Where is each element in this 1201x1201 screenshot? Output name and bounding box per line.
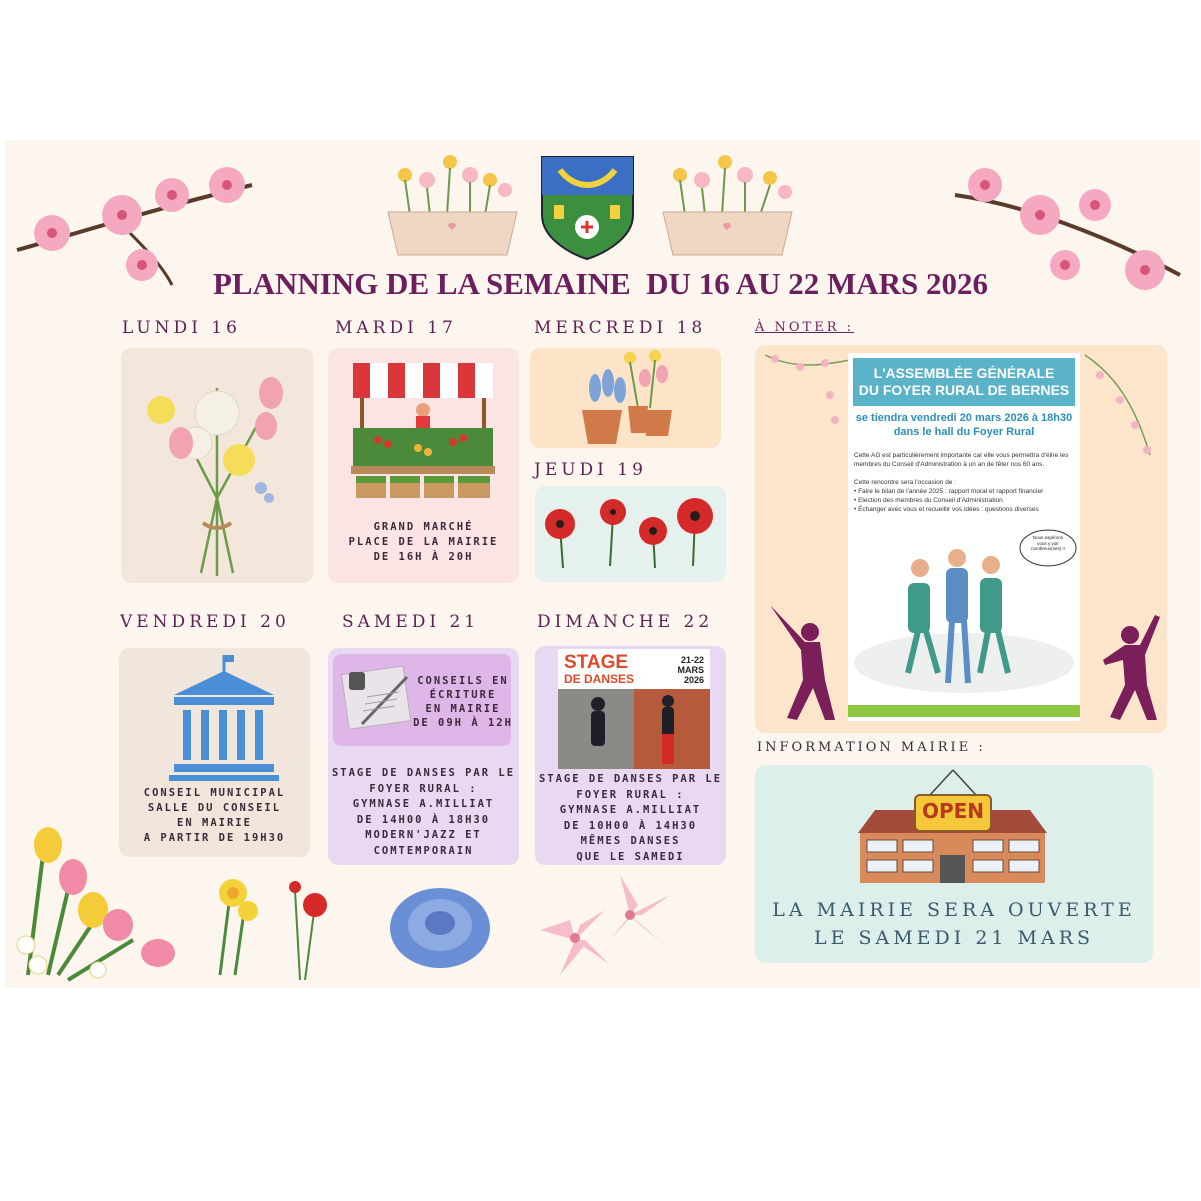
a-noter-label: À NOTER : <box>755 320 855 335</box>
day-label-jeudi: JEUDI 19 <box>534 460 647 480</box>
poppy-decoration <box>280 875 335 985</box>
assemblee-generale-flyer <box>848 353 1080 721</box>
market-stall-illustration <box>348 358 498 508</box>
jeudi-card <box>535 486 726 582</box>
flower-box-right <box>660 150 795 260</box>
stage-poster-subtitle: DE DANSES <box>564 672 635 686</box>
day-label-samedi: SAMEDI 21 <box>342 612 480 632</box>
dimanche-caption: STAGE DE DANSES PAR LE FOYER RURAL : GYMNASE A.MILLIAT DE 10H00 À 14H30 MÊMES DANSES QUE LE SAMEDI <box>538 773 723 863</box>
poppies-illustration <box>535 486 726 582</box>
information-mairie-panel <box>755 765 1153 963</box>
day-label-dimanche: DIMANCHE 22 <box>537 612 714 632</box>
quill-and-ink-illustration <box>337 662 417 737</box>
celebrating-people-illustration <box>848 523 1080 713</box>
dancer-silhouette-right <box>1095 605 1165 725</box>
samedi-card <box>328 648 519 865</box>
dimanche-card <box>535 646 726 865</box>
potted-flowers-illustration <box>530 348 721 448</box>
stage-poster-dates: 21-22 MARS 2026 <box>677 655 704 685</box>
town-hall-open-illustration <box>855 765 1050 885</box>
open-sign: OPEN <box>921 799 985 823</box>
town-hall-icon <box>169 653 279 783</box>
flower-bouquet-illustration <box>121 348 313 583</box>
dancer-silhouette-left <box>765 600 840 725</box>
flyer-speech-bubble: Nous espérons vous y voir nombreux(ses) !! <box>1031 535 1065 551</box>
vendredi-caption: CONSEIL MUNICIPAL SALLE DU CONSEIL EN MAIRIE A PARTIR DE 19H30 <box>143 787 286 844</box>
day-label-mercredi: MERCREDI 18 <box>534 318 707 338</box>
day-label-mardi: MARDI 17 <box>335 318 457 338</box>
stage-poster-title: STAGE <box>564 652 629 673</box>
samedi-caption: STAGE DE DANSES PAR LE FOYER RURAL : GYMNASE A.MILLIAT DE 14H00 À 18H30 MODERN'JAZZ ET COMTEMPORAIN <box>331 767 516 857</box>
blue-peony-decoration <box>385 880 495 975</box>
stage-de-danses-poster <box>558 649 710 769</box>
daffodil-decoration <box>200 865 265 980</box>
flyer-footer-bar <box>848 705 1080 717</box>
day-label-lundi: LUNDI 16 <box>122 318 241 338</box>
flyer-title: L'ASSEMBLÉE GÉNÉRALE DU FOYER RURAL DE BERNES <box>858 365 1070 398</box>
lundi-card <box>121 348 313 583</box>
day-label-vendredi: VENDREDI 20 <box>120 612 290 632</box>
dancers-photo-silhouettes <box>558 689 710 769</box>
mardi-card <box>328 348 519 583</box>
mercredi-card <box>530 348 721 448</box>
a-noter-panel <box>755 345 1167 733</box>
information-mairie-label: INFORMATION MAIRIE : <box>757 740 986 755</box>
samedi-ecriture-text: CONSEILS EN ÉCRITURE EN MAIRIE DE 09H À 12H <box>413 675 513 729</box>
village-coat-of-arms <box>540 155 635 260</box>
mardi-caption: GRAND MARCHÉ PLACE DE LA MAIRIE DE 16H À 20H <box>348 521 499 563</box>
flyer-body: Cette AG est particulièrement importante car elle vous permettra d'élire les membres du Conseil d'Administration à un an de fêter nos 60 ans. Cette rencontre sera l'occasion de : • Faire le bilan de l'année 2025 : rapport moral et rapport financier • Election des membres du Conseil d'Administration • Échanger avec vous et recueillir vos idées : questions diverses <box>854 452 1069 513</box>
ecriture-box <box>333 654 511 746</box>
page-title: PLANNING DE LA SEMAINE DU 16 AU 22 MARS 2026 <box>212 266 989 301</box>
mairie-opening-text: LA MAIRIE SERA OUVERTE LE SAMEDI 21 MARS <box>772 899 1136 949</box>
flyer-subtitle: se tiendra vendredi 20 mars 2026 à 18h30 dans le hall du Foyer Rural <box>855 412 1073 438</box>
pink-lily-decoration <box>530 870 680 985</box>
tulips-bouquet-decoration <box>8 815 178 985</box>
flower-box-left <box>385 150 520 260</box>
